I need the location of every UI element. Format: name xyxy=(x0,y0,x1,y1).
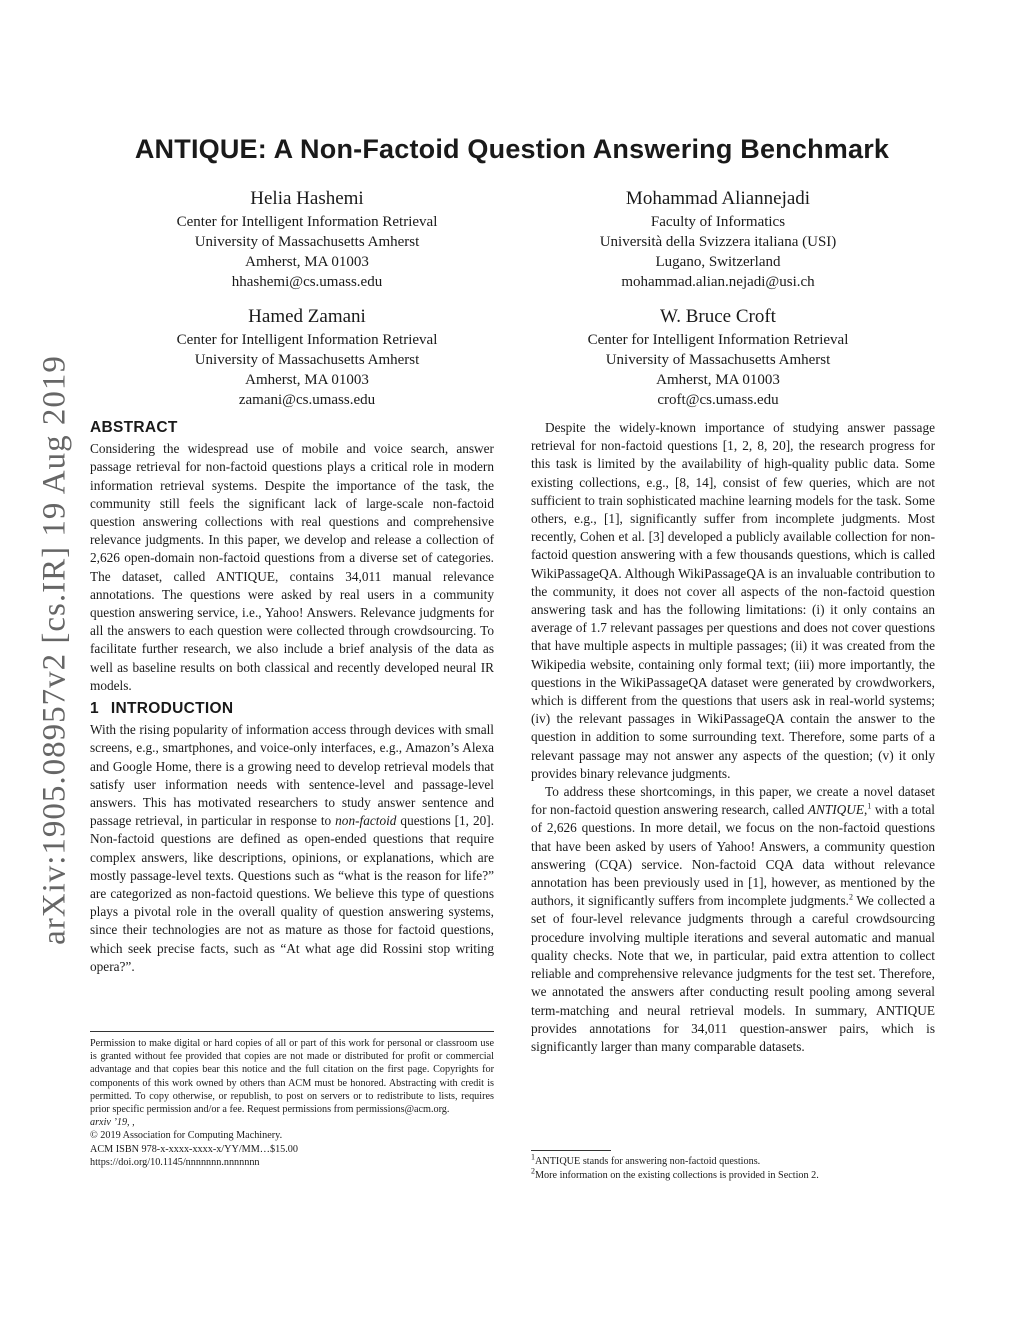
right-paragraph-2: To address these shortcomings, in this paper, we create a novel dataset for non-factoid question answering research, called ANTIQUE,$^1$ with a total of 2,626 questions. In more detail, we focus on the non-factoid questions that have been asked by users of Yahoo! Answers, a community question answering (CQA) service. Non-factoid CQA data without relevance annotation has been previously used in [1], however, as mentioned by the authors, it significantly suffers from incomplete judgments.$^2$ We collected a set of four-level relevance judgments through a careful crowdsourcing procedure involving multiple iterations and several automatic and manual quality checks. Note that we, in particular, paid extra attention to collect reliable and comprehensive relevance judgments for the test set. Therefore, we annotated the answers after conducting result pooling among several term-matching and neural retrieval models. In summary, ANTIQUE provides annotations for 34,011 question-answer pairs, which is significantly larger than many comparable datasets. xyxy=(531,784,935,1054)
intro-text: With the rising popularity of information access through devices with small screens, e.g., smartphones, and voice-only interfaces, e.g., Amazon’s Alexa and Google Home, there is a growing need to develop retrieval models that satisfy user information needs with sentence-level and passage-level answers. This has motivated researchers to study answer sentence and passage retrieval, in particular in response to xyxy=(90,722,494,829)
author-name: Mohammad Aliannejadi xyxy=(625,188,811,209)
author-address: Amherst, MA 01003 xyxy=(245,372,369,388)
footnote-text: ANTIQUE stands for answering non-factoid questions. xyxy=(535,1156,761,1167)
author-block-4 xyxy=(528,304,908,410)
copyright-line: © 2019 Association for Computing Machinery. xyxy=(90,1130,283,1142)
author-affiliation: Center for Intelligent Information Retrieval xyxy=(176,332,438,348)
abstract-heading: ABSTRACT xyxy=(90,419,178,436)
permission-block xyxy=(90,1037,494,1169)
right-paragraph-1: Despite the widely-known importance of studying answer passage retrieval for non-factoid questions [1, 2, 8, 20], the research progress for this task is limited by the availability of high-quality public data. Some existing collections, e.g., [8, 14], consist of few queries, which are not sufficient to train sophisticated machine learning models for the task. Some others, e.g., [1], significantly suffer from incomplete judgments. Most recently, Cohen et al. [3] developed a publicly available collection for non-factoid question answering with a few thousands questions, which is called WikiPassageQA. Although WikiPassageQA is an invaluable contribution to the community, it does not cover all aspects of the non-factoid question answering task and has the following limitations: (i) it only contains an average of 1.7 relevant passages per questions and does not cover questions that have multiple aspects in multiple passages; (ii) it was created from the Wikipedia website, containing only formal text; (iii) more importantly, the questions in the WikiPassageQA dataset were generated by crowdworkers, which is different from the questions that users ask in real-world systems; (iv) the relevant passages in WikiPassageQA contain the answer to the question in addition to some surrounding text. Therefore, some parts of a relevant passage may not answer any aspects of the question; (v) it only provides binary relevance judgments. xyxy=(531,420,935,781)
arxiv-side-stamp: arXiv:1905.08957v2 [cs.IR] 19 Aug 2019 xyxy=(36,355,73,945)
paragraph-text: To address these shortcomings, in this paper, we create a novel dataset for non-factoid question answering research, called xyxy=(531,784,935,818)
author-email: hhashemi@cs.umass.edu xyxy=(231,274,383,290)
author-affiliation: University of Massachusetts Amherst xyxy=(194,352,420,368)
footnote-text: More information on the existing collections is provided in Section 2. xyxy=(535,1170,819,1181)
footnote-1 xyxy=(531,1152,935,1169)
author-address: Amherst, MA 01003 xyxy=(245,254,369,270)
author-email: zamani@cs.umass.edu xyxy=(238,392,376,408)
abstract-text: Considering the widespread use of mobile and voice search, answer passage retrieval for non-factoid questions plays a critical role in modern information retrieval systems. Despite the importance of the task, the community still feels the significant lack of large-scale non-factoid question answering collections with real questions and comprehensive relevance judgments. In this paper, we develop and release a collection of 2,626 open-domain non-factoid questions from a diverse set of categories. The dataset, called ANTIQUE, contains 34,011 manual relevance annotations. The questions were asked by real users in a community question answering service, i.e., Yahoo! Answers. Relevance judgments for all the answers to each question were collected through crowdsourcing. To facilitate further research, we also include a brief analysis of the data as well as baseline results on both classical and recently developed neural IR models. xyxy=(90,441,494,693)
intro-emphasis: non-factoid xyxy=(335,813,397,829)
author-name: Helia Hashemi xyxy=(250,188,364,209)
author-affiliation: Università della Svizzera italiana (USI) xyxy=(599,234,837,250)
footnote-mark: 2 xyxy=(531,1166,535,1176)
footnote-2 xyxy=(531,1166,935,1183)
doi-line: https://doi.org/10.1145/nnnnnnn.nnnnnnn xyxy=(90,1156,260,1168)
footnote-mark: 1 xyxy=(531,1152,535,1162)
author-block-1 xyxy=(117,186,497,292)
author-affiliation: Faculty of Informatics xyxy=(650,214,786,230)
paper-title: ANTIQUE: A Non-Factoid Question Answering Benchmark xyxy=(134,134,890,164)
permission-text: Permission to make digital or hard copies of all or part of this work for personal or classroom use is granted without fee provided that copies are not made or distributed for profit or commercial advantage and that copies bear this notice and the full citation on the first page. Copyrights for components of this work owned by others than ACM must be honored. Abstracting with credit is permitted. To copy otherwise, or republish, to post on servers or to redistribute to lists, requires prior specific permission and/or a fee. Request permissions from permissions@acm.org. xyxy=(90,1038,494,1116)
author-address: Amherst, MA 01003 xyxy=(656,372,780,388)
author-affiliation: University of Massachusetts Amherst xyxy=(194,234,420,250)
paragraph-text: We collected a set of four-level relevance judgments through a careful crowdsourcing procedure involving multiple iterations and several automatic and manual quality checks. Note that we, in particular, paid extra attention to collect reliable and comprehensive relevance judgments for the test set. Therefore, we annotated the answers after conducting result pooling among several term-matching and neural retrieval models. In summary, ANTIQUE provides annotations for 34,011 question-answer pairs, which is significantly larger than many comparable datasets. xyxy=(531,893,935,1054)
footnote-ref: 1 xyxy=(867,801,872,811)
author-affiliation: University of Massachusetts Amherst xyxy=(605,352,831,368)
footnote-ref: 2 xyxy=(848,892,853,902)
author-block-2 xyxy=(528,186,908,292)
introduction-heading xyxy=(90,700,494,718)
author-affiliation: Center for Intelligent Information Retrieval xyxy=(176,214,438,230)
author-email: mohammad.alian.nejadi@usi.ch xyxy=(621,274,815,290)
section-title: INTRODUCTION xyxy=(110,700,234,718)
section-number: 1 xyxy=(90,700,99,718)
footnote-divider xyxy=(531,1150,611,1151)
isbn-line: ACM ISBN 978-x-xxxx-xxxx-x/YY/MM…$15.00 xyxy=(90,1143,298,1155)
intro-paragraph xyxy=(90,721,494,976)
paragraph-text: with a total of 2,626 questions. In more detail, we focus on the non-factoid questions that have been asked by users of Yahoo! Answers, a community question answering (CQA) service. Non-factoid CQA data without relevance annotation has been previously used in [1], however, as mentioned by the authors, it significantly suffers from incomplete judgments. xyxy=(531,802,935,909)
permission-divider xyxy=(90,1031,494,1032)
author-name: W. Bruce Croft xyxy=(660,306,776,327)
author-address: Lugano, Switzerland xyxy=(655,254,781,270)
dataset-name: ANTIQUE xyxy=(807,802,864,818)
venue-line: arxiv ’19, , xyxy=(90,1117,135,1129)
footnotes xyxy=(531,1152,935,1183)
author-email: croft@cs.umass.edu xyxy=(657,392,779,408)
author-name: Hamed Zamani xyxy=(248,306,366,327)
right-column xyxy=(531,419,935,1056)
intro-text: questions [1, 20]. Non-factoid questions are defined as open-ended questions that require complex answers, like descriptions, opinions, or explanations, which are mostly passage-level texts. Questions such as “what is the reason for life?” are categorized as non-factoid questions. We believe this type of questions plays a pivotal role in the overall quality of question answering systems, since their technologies are not as mature as those for factoid questions, which seek precise facts, such as “At what age did Rossini stop writing opera?”. xyxy=(90,813,495,974)
author-affiliation: Center for Intelligent Information Retrieval xyxy=(587,332,849,348)
author-block-3 xyxy=(117,304,497,410)
left-column xyxy=(90,419,494,976)
